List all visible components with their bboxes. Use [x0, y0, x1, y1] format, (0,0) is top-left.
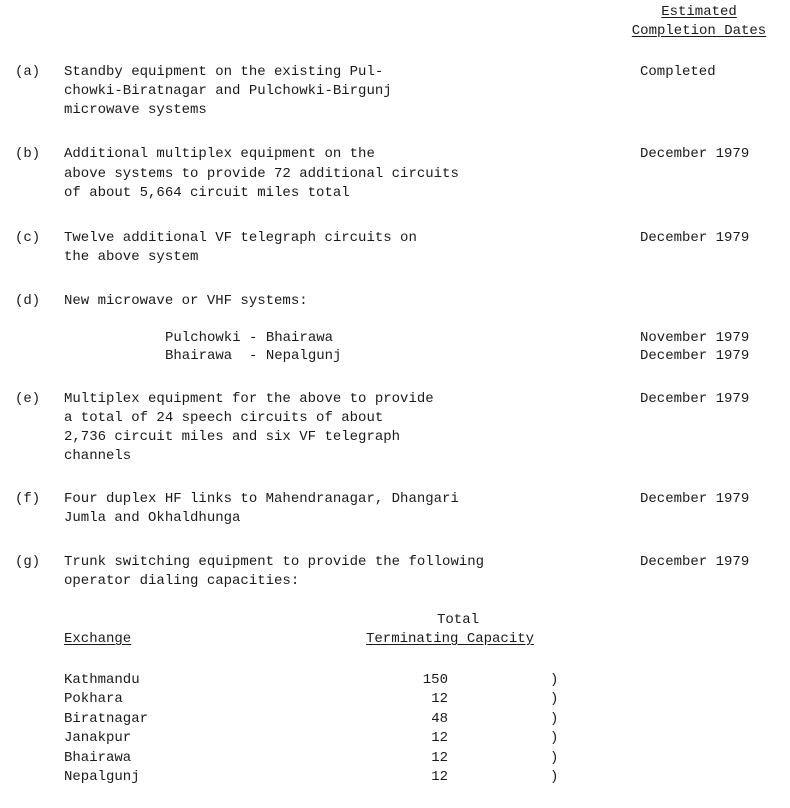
item-line: Standby equipment on the existing Pul-: [64, 64, 384, 80]
item-label: (b): [15, 146, 41, 162]
exchange-name: Bhairawa: [64, 750, 132, 766]
item-line: operator dialing capacities:: [64, 573, 300, 589]
item-label: (e): [15, 391, 41, 407]
item-label: (a): [15, 64, 41, 80]
item-label: (d): [15, 293, 41, 309]
item-date: December 1979: [640, 554, 750, 570]
item-line: above systems to provide 72 additional circuits: [64, 166, 459, 182]
item-line: Trunk switching equipment to provide the following: [64, 554, 485, 570]
capacity-heading-total: Total: [437, 612, 480, 628]
item-line: the above system: [64, 249, 199, 265]
bracket: ): [550, 730, 559, 746]
capacity-heading: Terminating Capacity: [366, 631, 535, 647]
route-pulchowki-bhairawa: Pulchowki - Bhairawa: [165, 330, 334, 346]
capacity-value: 12: [431, 691, 448, 707]
item-date: December 1979: [640, 146, 750, 162]
item-line: of about 5,664 circuit miles total: [64, 185, 350, 201]
item-date: Completed: [640, 64, 716, 80]
item-line: New microwave or VHF systems:: [64, 293, 308, 309]
exchange-name: Janakpur: [64, 730, 132, 746]
bracket: ): [550, 769, 559, 785]
item-label: (f): [15, 491, 41, 507]
item-line: Four duplex HF links to Mahendranagar, Dhangari: [64, 491, 459, 507]
route-bhairawa-nepalgunj: Bhairawa - Nepalgunj: [165, 348, 342, 364]
exchange-name: Pokhara: [64, 691, 123, 707]
item-line: Jumla and Okhaldhunga: [64, 510, 241, 526]
capacity-value: 12: [431, 730, 448, 746]
item-line: a total of 24 speech circuits of about: [64, 410, 384, 426]
item-line: chowki-Biratnagar and Pulchowki-Birgunj: [64, 83, 392, 99]
capacity-value: 12: [431, 769, 448, 785]
bracket: ): [550, 750, 559, 766]
item-line: 2,736 circuit miles and six VF telegraph: [64, 429, 401, 445]
item-line: Additional multiplex equipment on the: [64, 146, 375, 162]
item-line: channels: [64, 448, 132, 464]
item-line: microwave systems: [64, 102, 207, 118]
item-label: (g): [15, 554, 41, 570]
item-date: December 1979: [640, 391, 750, 407]
column-heading-completion-dates: Completion Dates: [631, 23, 767, 39]
route-date: November 1979: [640, 330, 750, 346]
column-heading-estimated: Estimated: [661, 4, 737, 20]
exchange-name: Kathmandu: [64, 672, 140, 688]
route-date: December 1979: [640, 348, 750, 364]
item-line: Multiplex equipment for the above to provide: [64, 391, 434, 407]
item-date: December 1979: [640, 491, 750, 507]
item-line: Twelve additional VF telegraph circuits on: [64, 230, 417, 246]
exchange-name: Nepalgunj: [64, 769, 140, 785]
exchange-heading: Exchange: [64, 631, 132, 647]
capacity-value: 48: [431, 711, 448, 727]
item-label: (c): [15, 230, 41, 246]
capacity-value: 150: [422, 672, 448, 688]
bracket: ): [550, 672, 559, 688]
item-date: December 1979: [640, 230, 750, 246]
exchange-name: Biratnagar: [64, 711, 149, 727]
bracket: ): [550, 711, 559, 727]
capacity-value: 12: [431, 750, 448, 766]
bracket: ): [550, 691, 559, 707]
